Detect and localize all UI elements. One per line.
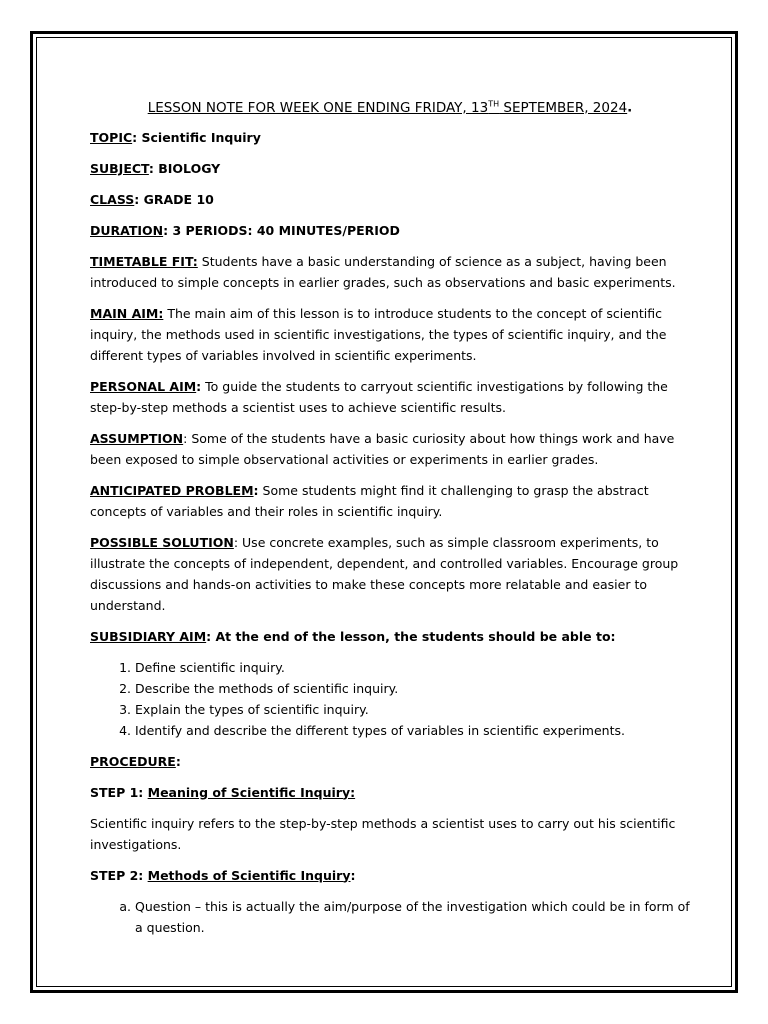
- timetable-fit: TIMETABLE FIT: Students have a basic understanding of science as a subject, having been introduced to simple concepts in earlier grades, such as observations and basic experiments.: [90, 253, 676, 290]
- page-title: LESSON NOTE FOR WEEK ONE ENDING FRIDAY, 13TH SEPTEMBER, 2024.: [147, 99, 633, 116]
- list-item: 1. Define scientific inquiry.: [135, 657, 690, 678]
- anticipated-problem: ANTICIPATED PROBLEM: Some students might find it challenging to grasp the abstract concepts of variables and their roles in scientific inquiry.: [90, 482, 649, 519]
- subsidiary-aim: SUBSIDIARY AIM: At the end of the lesson, the students should be able to:: [90, 628, 616, 644]
- topic-line: TOPIC: Scientific Inquiry: [90, 129, 261, 145]
- assumption: ASSUMPTION: Some of the students have a basic curiosity about how things work and have been exposed to simple observational activities or experiments in earlier grades.: [90, 430, 675, 467]
- step1-text: Scientific inquiry refers to the step-by-step methods a scientist uses to carry out his scientific investigations.: [90, 815, 676, 852]
- possible-solution: POSSIBLE SOLUTION: Use concrete examples, such as simple classroom experiments, to illustrate the concepts of independent, dependent, and controlled variables. Encourage group discussions and hands-on activities to make these concepts more relatable and easier to understand.: [90, 534, 679, 613]
- lesson-note: [90, 93, 690, 948]
- methods-list: [90, 896, 690, 938]
- list-item: 4. Identify and describe the different types of variables in scientific experiments.: [135, 720, 690, 741]
- personal-aim: PERSONAL AIM: To guide the students to carryout scientific investigations by following the step-by-step methods a scientist uses to achieve scientific results.: [90, 378, 668, 415]
- step2-heading: STEP 2: Methods of Scientific Inquiry:: [90, 867, 356, 883]
- list-item: a. Question – this is actually the aim/purpose of the investigation which could be in form of a question.: [135, 896, 690, 938]
- procedure-heading: PROCEDURE:: [90, 753, 181, 769]
- subject-line: SUBJECT: BIOLOGY: [90, 160, 221, 176]
- duration-line: DURATION: 3 PERIODS: 40 MINUTES/PERIOD: [90, 222, 400, 238]
- objectives-list: [90, 657, 690, 741]
- list-item: 3. Explain the types of scientific inquiry.: [135, 699, 690, 720]
- list-item: 2. Describe the methods of scientific inquiry.: [135, 678, 690, 699]
- class-line: CLASS: GRADE 10: [90, 191, 214, 207]
- step1-heading: STEP 1: Meaning of Scientific Inquiry:: [90, 784, 356, 800]
- main-aim: MAIN AIM: The main aim of this lesson is to introduce students to the concept of scientific inquiry, the methods used in scientific investigations, the types of scientific inquiry, and the different types of variables involved in scientific experiments.: [90, 305, 667, 363]
